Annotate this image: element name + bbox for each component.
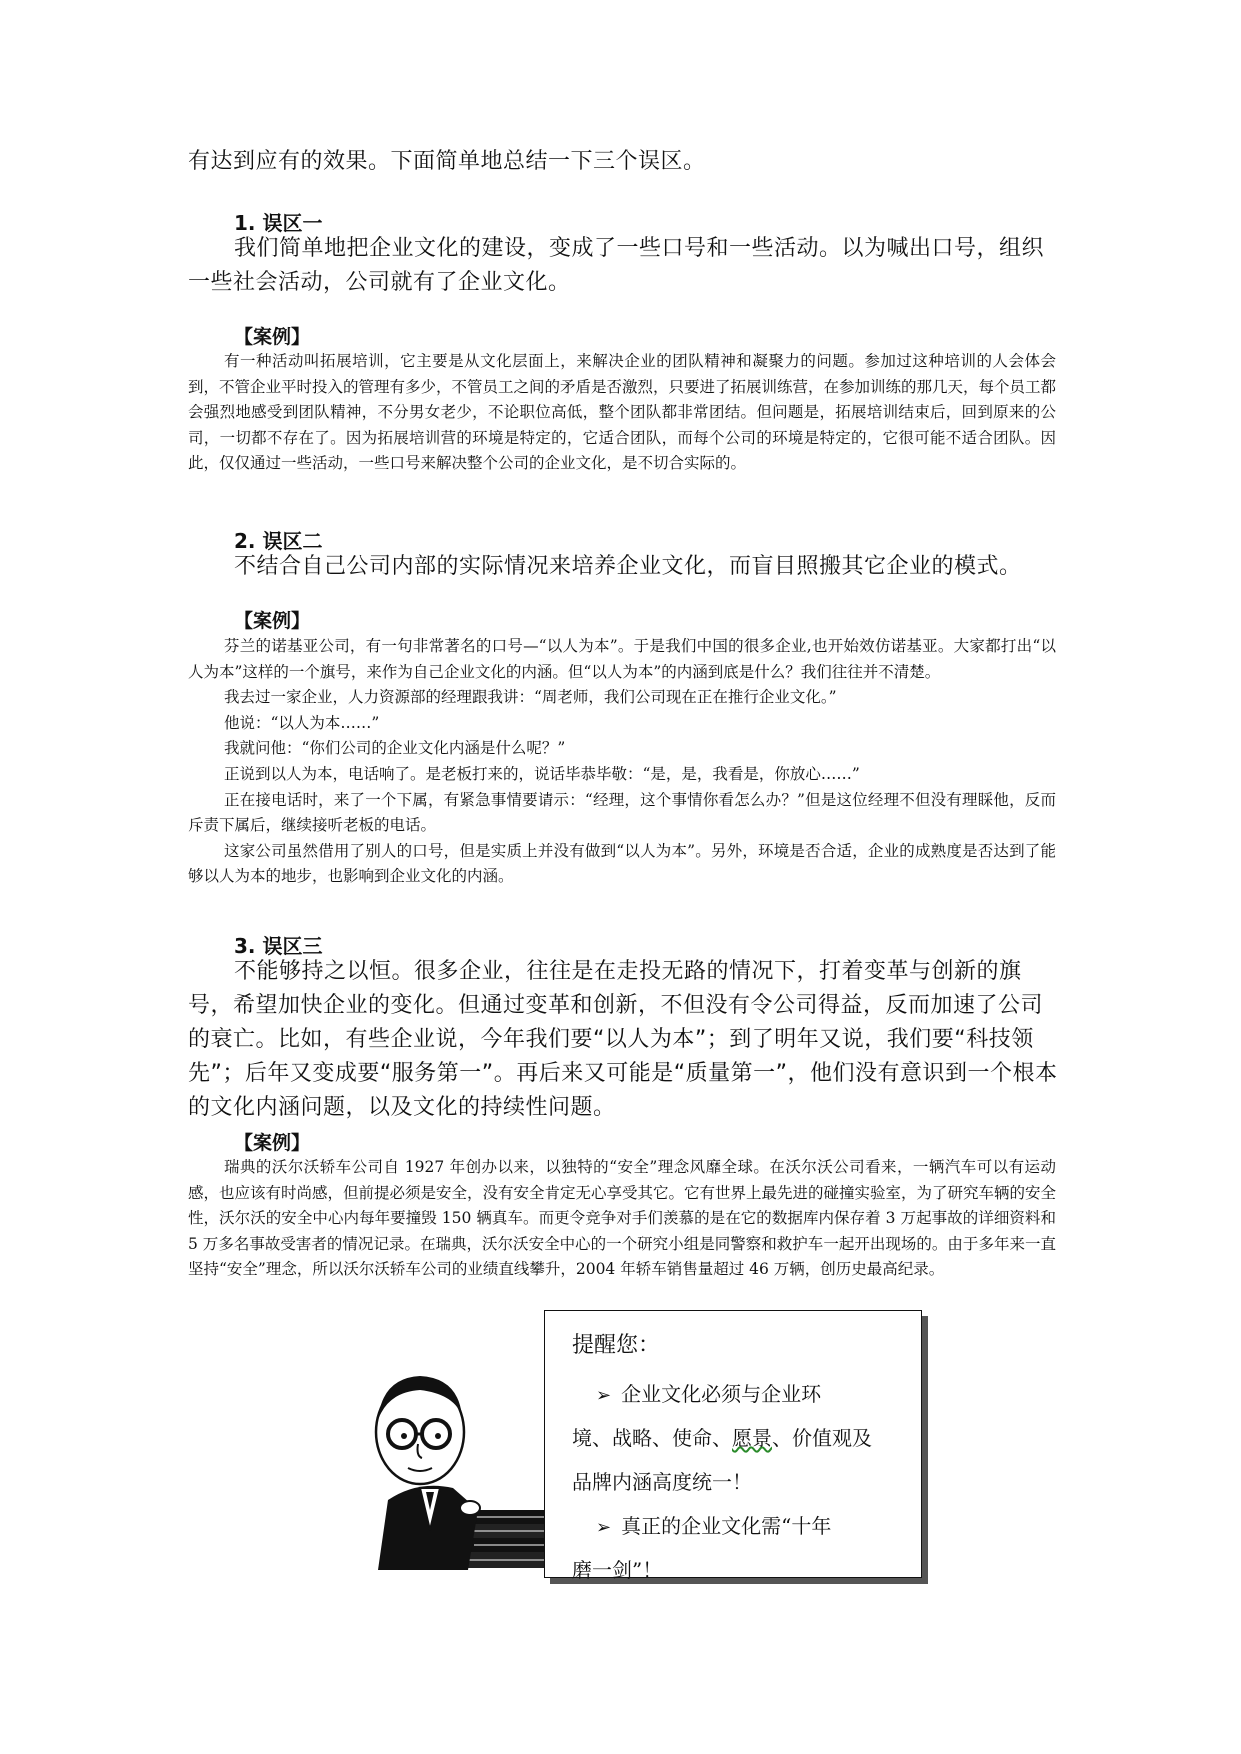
reminder-title: 提醒您：	[572, 1333, 661, 1358]
case-text-2	[188, 634, 1056, 890]
case-paragraph: 我去过一家企业，人力资源部的经理跟我讲：“周老师，我们公司现在正在推行企业文化。”	[224, 688, 837, 707]
case-paragraph: 有一种活动叫拓展培训，它主要是从文化层面上，来解决企业的团队精神和凝聚力的问题。参加过这种培训的人会体会到，不管企业平时投入的管理有多少，不管员工之间的矛盾是否激烈，只要进了拓展训练营，在参加训练的那几天，每个员工都会强烈地感受到团队精神，不分男女老少，不论职位高低，整个团队都非常团结。但问题是，拓展培训结束后，回到原来的公司，一切都不存在了。因为拓展培训营的环境是特定的，它适合团队，而每个公司的环境是特定的，它很可能不适合团队。因此，仅仅通过一些活动，一些口号来解决整个公司的企业文化，是不切合实际的。	[188, 352, 1057, 473]
arrow-bullet-icon: ➢	[596, 1385, 612, 1406]
reminder-item-2-line-1: ➢ 真正的企业文化需“十年	[596, 1504, 916, 1550]
intro-text: 有达到应有的效果。下面简单地总结一下三个误区。	[188, 149, 706, 174]
case-paragraph: 这家公司虽然借用了别人的口号，但是实质上并没有做到“以人为本”。另外，环境是否合适，企业的成熟度是否达到了能够以人为本的地步，也影响到企业文化的内涵。	[188, 841, 1056, 886]
section-heading-1: 1. 误区一	[234, 211, 323, 235]
case-text-1	[188, 349, 1056, 477]
case-paragraph: 他说：“以人为本……”	[224, 713, 380, 732]
professor-cartoon-illustration	[358, 1360, 570, 1578]
reminder-item-2-line-2: 磨一剑”！	[572, 1558, 663, 1582]
section-heading-2: 2. 误区二	[234, 529, 323, 553]
wavy-underlined-word: 愿景	[732, 1426, 772, 1450]
case-title-1: 【案例】	[234, 326, 311, 348]
section-body-3-text: 不能够持之以恒。很多企业，往往是在走投无路的情况下，打着变革与创新的旗号，希望加快企业的变化。但通过变革和创新，不但没有令公司得益，反而加速了公司的衰亡。比如，有些企业说，今年我们要“以人为本”；到了明年又说，我们要“科技领先”；后年又变成要“服务第一”。再后来又可能是“质量第一”，他们没有意识到一个根本的文化内涵问题，以及文化的持续性问题。	[188, 959, 1058, 1120]
case-paragraph: 瑞典的沃尔沃轿车公司自 1927 年创办以来，以独特的“安全”理念风靡全球。在沃尔沃公司看来，一辆汽车可以有运动感，也应该有时尚感，但前提必须是安全，没有安全肯定无心享受其它。它有世界上最先进的碰撞实验室，为了研究车辆的安全性，沃尔沃的安全中心内每年要撞毁 150 辆真车。而更令竞争对手们羡慕的是在它的数据库内保存着 3 万起事故的详细资料和 5 万多名事故受害者的情况记录。在瑞典，沃尔沃安全中心的一个研究小组是同警察和救护车一起开出现场的。由于多年来一直坚持“安全”理念，所以沃尔沃轿车公司的业绩直线攀升，2004 年轿车销售量超过 46 万辆，创历史最高纪录。	[188, 1158, 1057, 1279]
case-paragraph: 正在接电话时，来了一个下属，有紧急事情要请示：“经理，这个事情你看怎么办？”但是这位经理不但没有理睬他，反而斥责下属后，继续接听老板的电话。	[188, 790, 1056, 835]
case-title-2: 【案例】	[234, 610, 311, 632]
section-body-1	[188, 232, 1058, 300]
reminder-item-1-line-3: 品牌内涵高度统一！	[572, 1470, 752, 1494]
section-body-2-text: 不结合自己公司内部的实际情况来培养企业文化，而盲目照搬其它企业的模式。	[234, 554, 1022, 579]
reminder-item-1-line-1: ➢ 企业文化必须与企业环	[596, 1372, 916, 1418]
section-body-1-text: 我们简单地把企业文化的建设，变成了一些口号和一些活动。以为喊出口号，组织一些社会活动，公司就有了企业文化。	[188, 236, 1045, 295]
section-heading-3: 3. 误区三	[234, 934, 323, 958]
case-paragraph: 我就问他：“你们公司的企业文化内涵是什么呢？”	[224, 739, 566, 758]
case-text-3	[188, 1155, 1056, 1283]
reminder-item-1-line-2: 境、战略、使命、愿景、价值观及	[572, 1426, 872, 1450]
arrow-bullet-icon: ➢	[596, 1517, 612, 1538]
case-title-3: 【案例】	[234, 1132, 311, 1154]
case-paragraph: 芬兰的诺基亚公司，有一句非常著名的口号—“以人为本”。于是我们中国的很多企业,也开始效仿诺基亚。大家都打出“以人为本”这样的一个旗号，来作为自己企业文化的内涵。但“以人为本”的内涵到底是什么？我们往往并不清楚。	[188, 637, 1056, 681]
section-body-2	[188, 550, 1058, 584]
section-body-3	[188, 955, 1058, 1125]
case-paragraph: 正说到以人为本，电话响了。是老板打来的，说话毕恭毕敬：“是，是，我看是，你放心……”	[224, 764, 860, 783]
